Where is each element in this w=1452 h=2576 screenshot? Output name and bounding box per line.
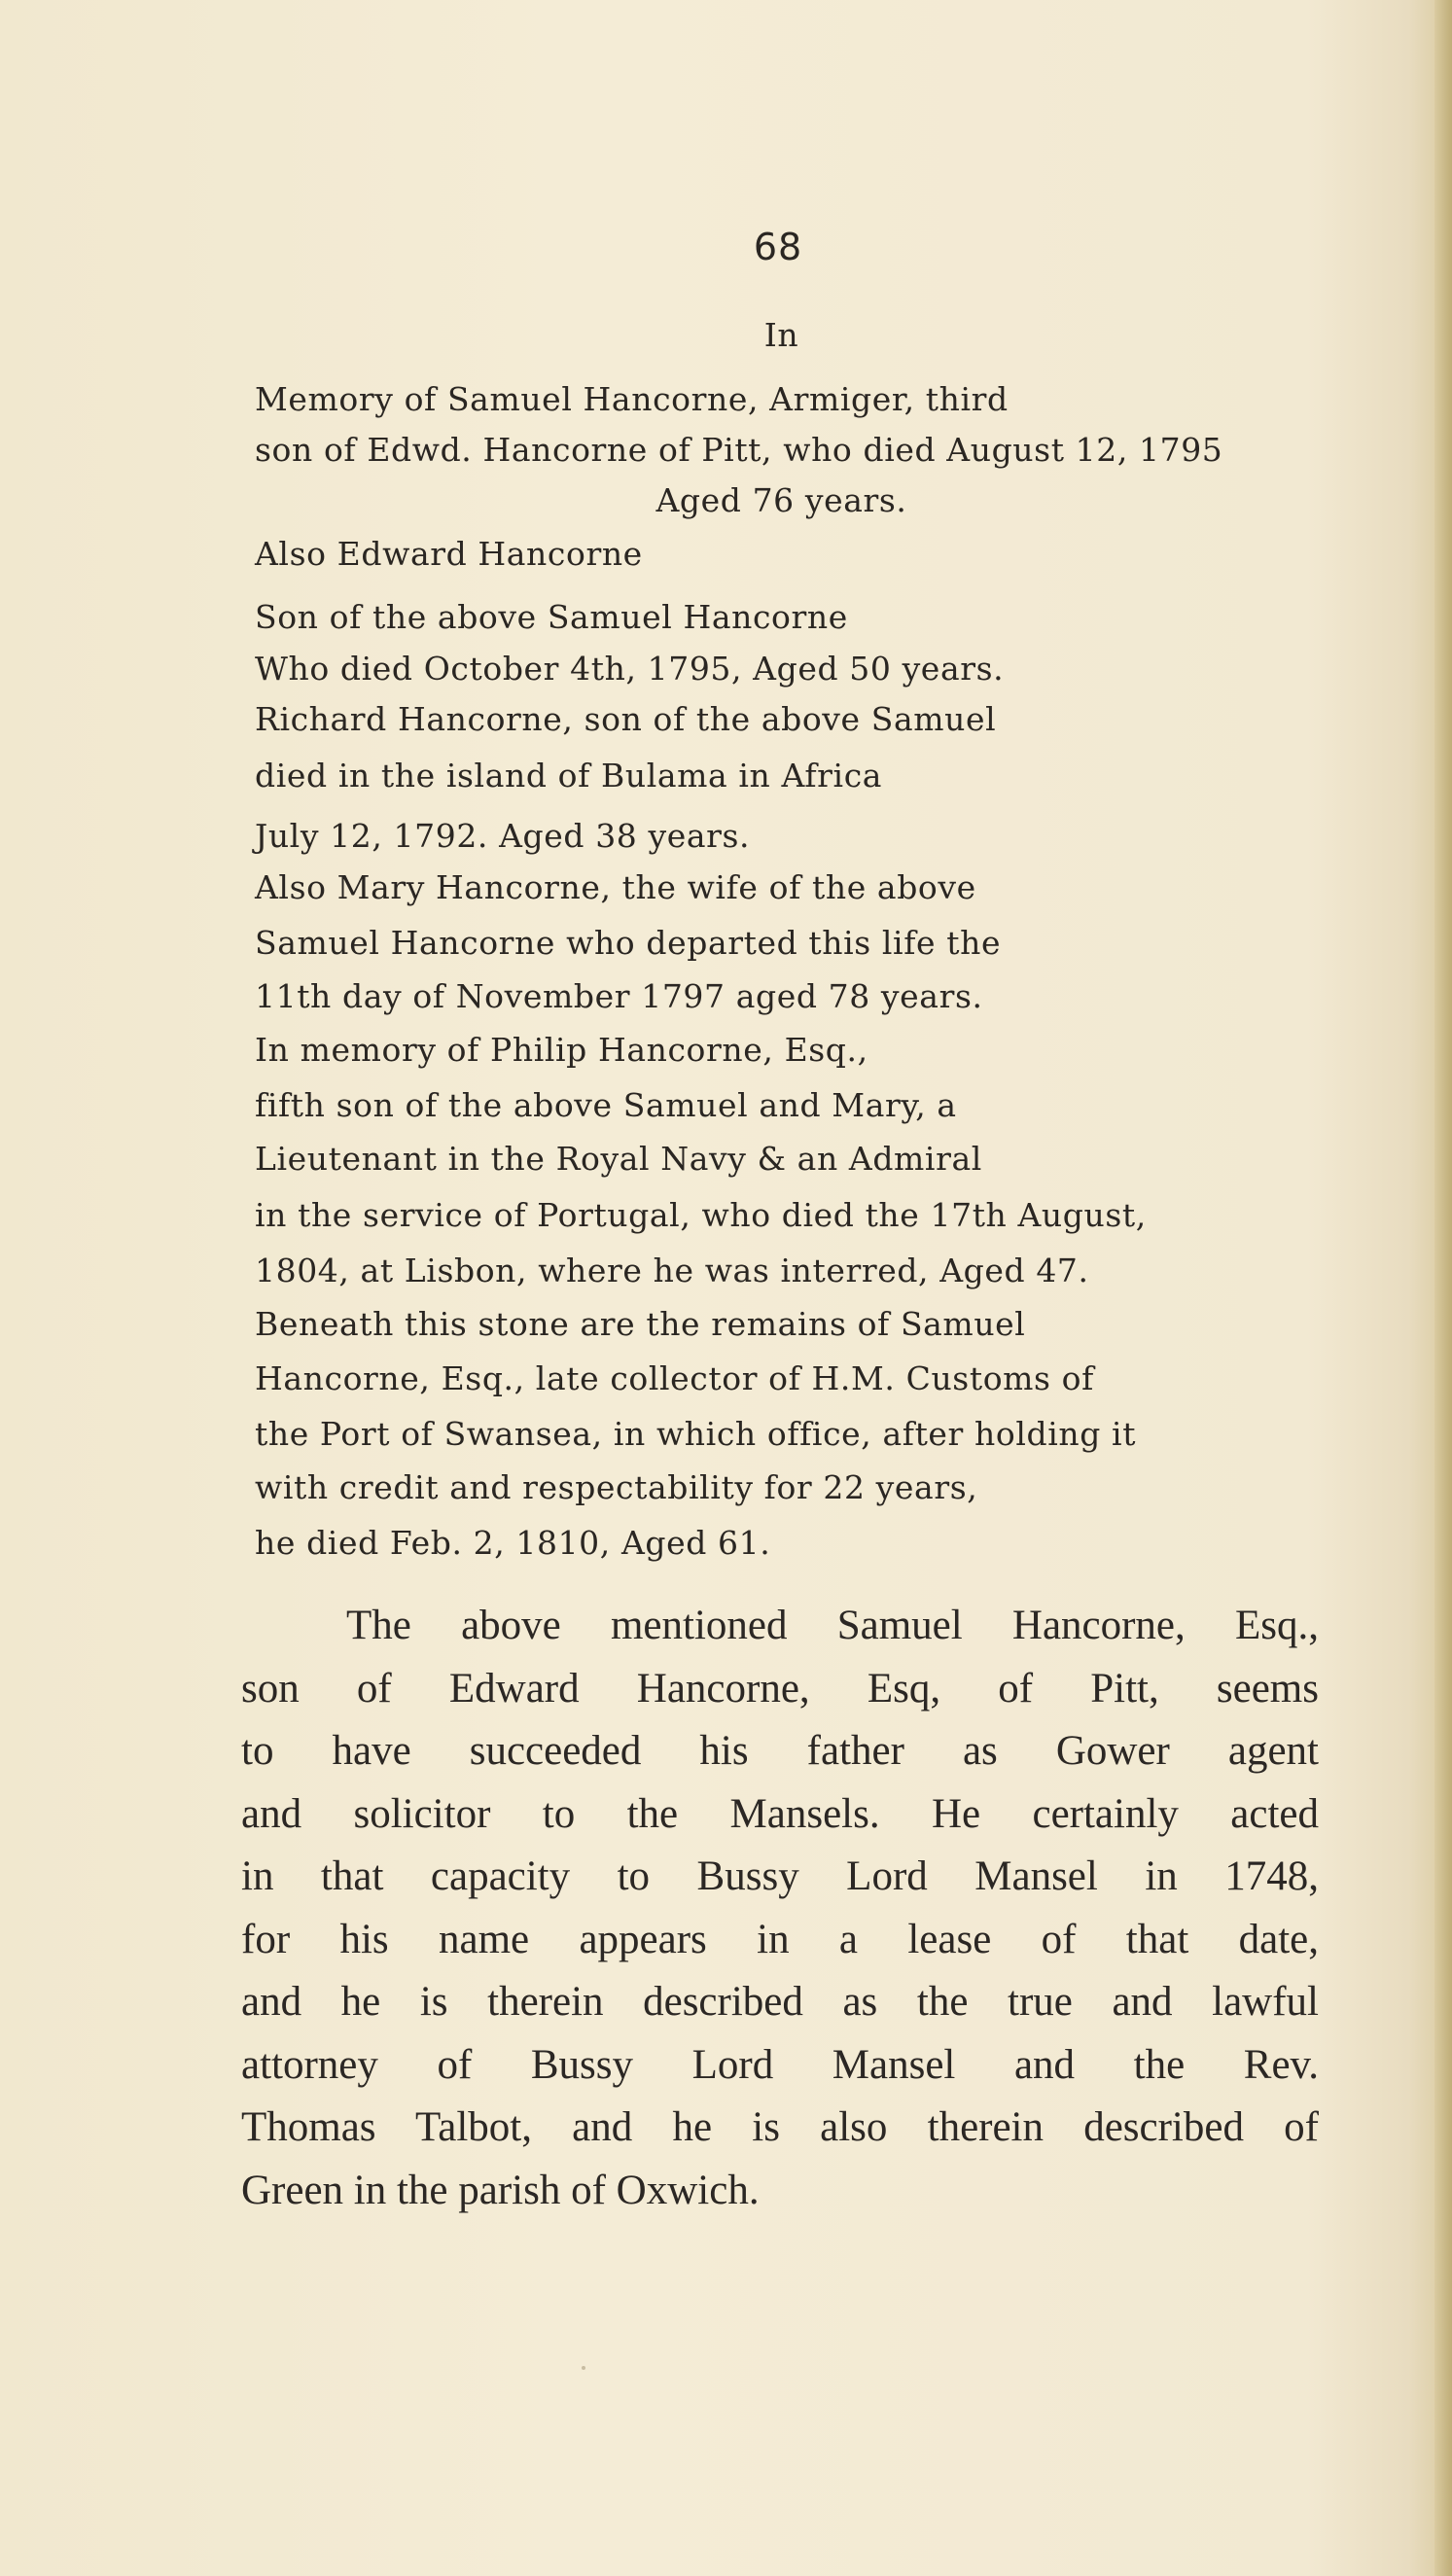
inscription-line: In [763, 316, 799, 354]
inscription-line: Lieutenant in the Royal Navy & an Admiral [255, 1140, 982, 1178]
narrative-line: Green in the parish of Oxwich. [241, 2167, 760, 2213]
inscription-line: Aged 76 years. [655, 481, 907, 519]
inscription-line: Son of the above Samuel Hancorne [255, 598, 848, 636]
inscription-line: he died Feb. 2, 1810, Aged 61. [255, 1524, 771, 1562]
inscription-line: the Port of Swansea, in which office, after holding it [255, 1415, 1137, 1453]
narrative-line: Thomas Talbot, and he is also therein described of [241, 2104, 1319, 2150]
narrative-line: The above mentioned Samuel Hancorne, Esq., [346, 1603, 1319, 1648]
inscription-line: Also Mary Hancorne, the wife of the above [255, 868, 976, 906]
narrative-line: son of Edward Hancorne, Esq, of Pitt, seems [241, 1665, 1319, 1711]
inscription-line: died in the island of Bulama in Africa [255, 757, 883, 794]
inscription-line: Samuel Hancorne who departed this life the [255, 924, 1002, 962]
inscription-line: Who died October 4th, 1795, Aged 50 years. [255, 650, 1005, 688]
page-edge-shadow [1434, 0, 1452, 2576]
inscription-line: Hancorne, Esq., late collector of H.M. Customs of [255, 1359, 1094, 1397]
inscription-line: July 12, 1792. Aged 38 years. [255, 817, 751, 855]
inscription-line: In memory of Philip Hancorne, Esq., [255, 1031, 868, 1069]
narrative-line: and he is therein described as the true and lawful [241, 1979, 1319, 2025]
inscription-line: Beneath this stone are the remains of Samuel [255, 1305, 1026, 1343]
inscription-line: Richard Hancorne, son of the above Samuel [255, 700, 997, 738]
narrative-line: to have succeeded his father as Gower agent [241, 1728, 1319, 1774]
paper-speck [582, 2366, 585, 2370]
narrative-line: for his name appears in a lease of that date, [241, 1916, 1319, 1962]
inscription-line: Memory of Samuel Hancorne, Armiger, third [255, 380, 1009, 418]
narrative-line: and solicitor to the Mansels. He certainly acted [241, 1790, 1319, 1837]
page-number: 68 [753, 226, 803, 268]
inscription-line: son of Edwd. Hancorne of Pitt, who died August 12, 1795 [255, 431, 1223, 469]
inscription-line: with credit and respectability for 22 years, [255, 1468, 978, 1506]
narrative-line: in that capacity to Bussy Lord Mansel in 1748, [241, 1853, 1319, 1899]
inscription-line: in the service of Portugal, who died the 17th August, [255, 1196, 1147, 1234]
inscription-line: 11th day of November 1797 aged 78 years. [255, 977, 983, 1015]
narrative-paragraph [241, 1595, 1319, 2222]
inscription-line: Also Edward Hancorne [255, 535, 643, 573]
narrative-line: attorney of Bussy Lord Mansel and the Rev. [241, 2041, 1319, 2088]
inscription-line: fifth son of the above Samuel and Mary, a [255, 1086, 957, 1124]
inscription-line: 1804, at Lisbon, where he was interred, Aged 47. [255, 1252, 1089, 1289]
